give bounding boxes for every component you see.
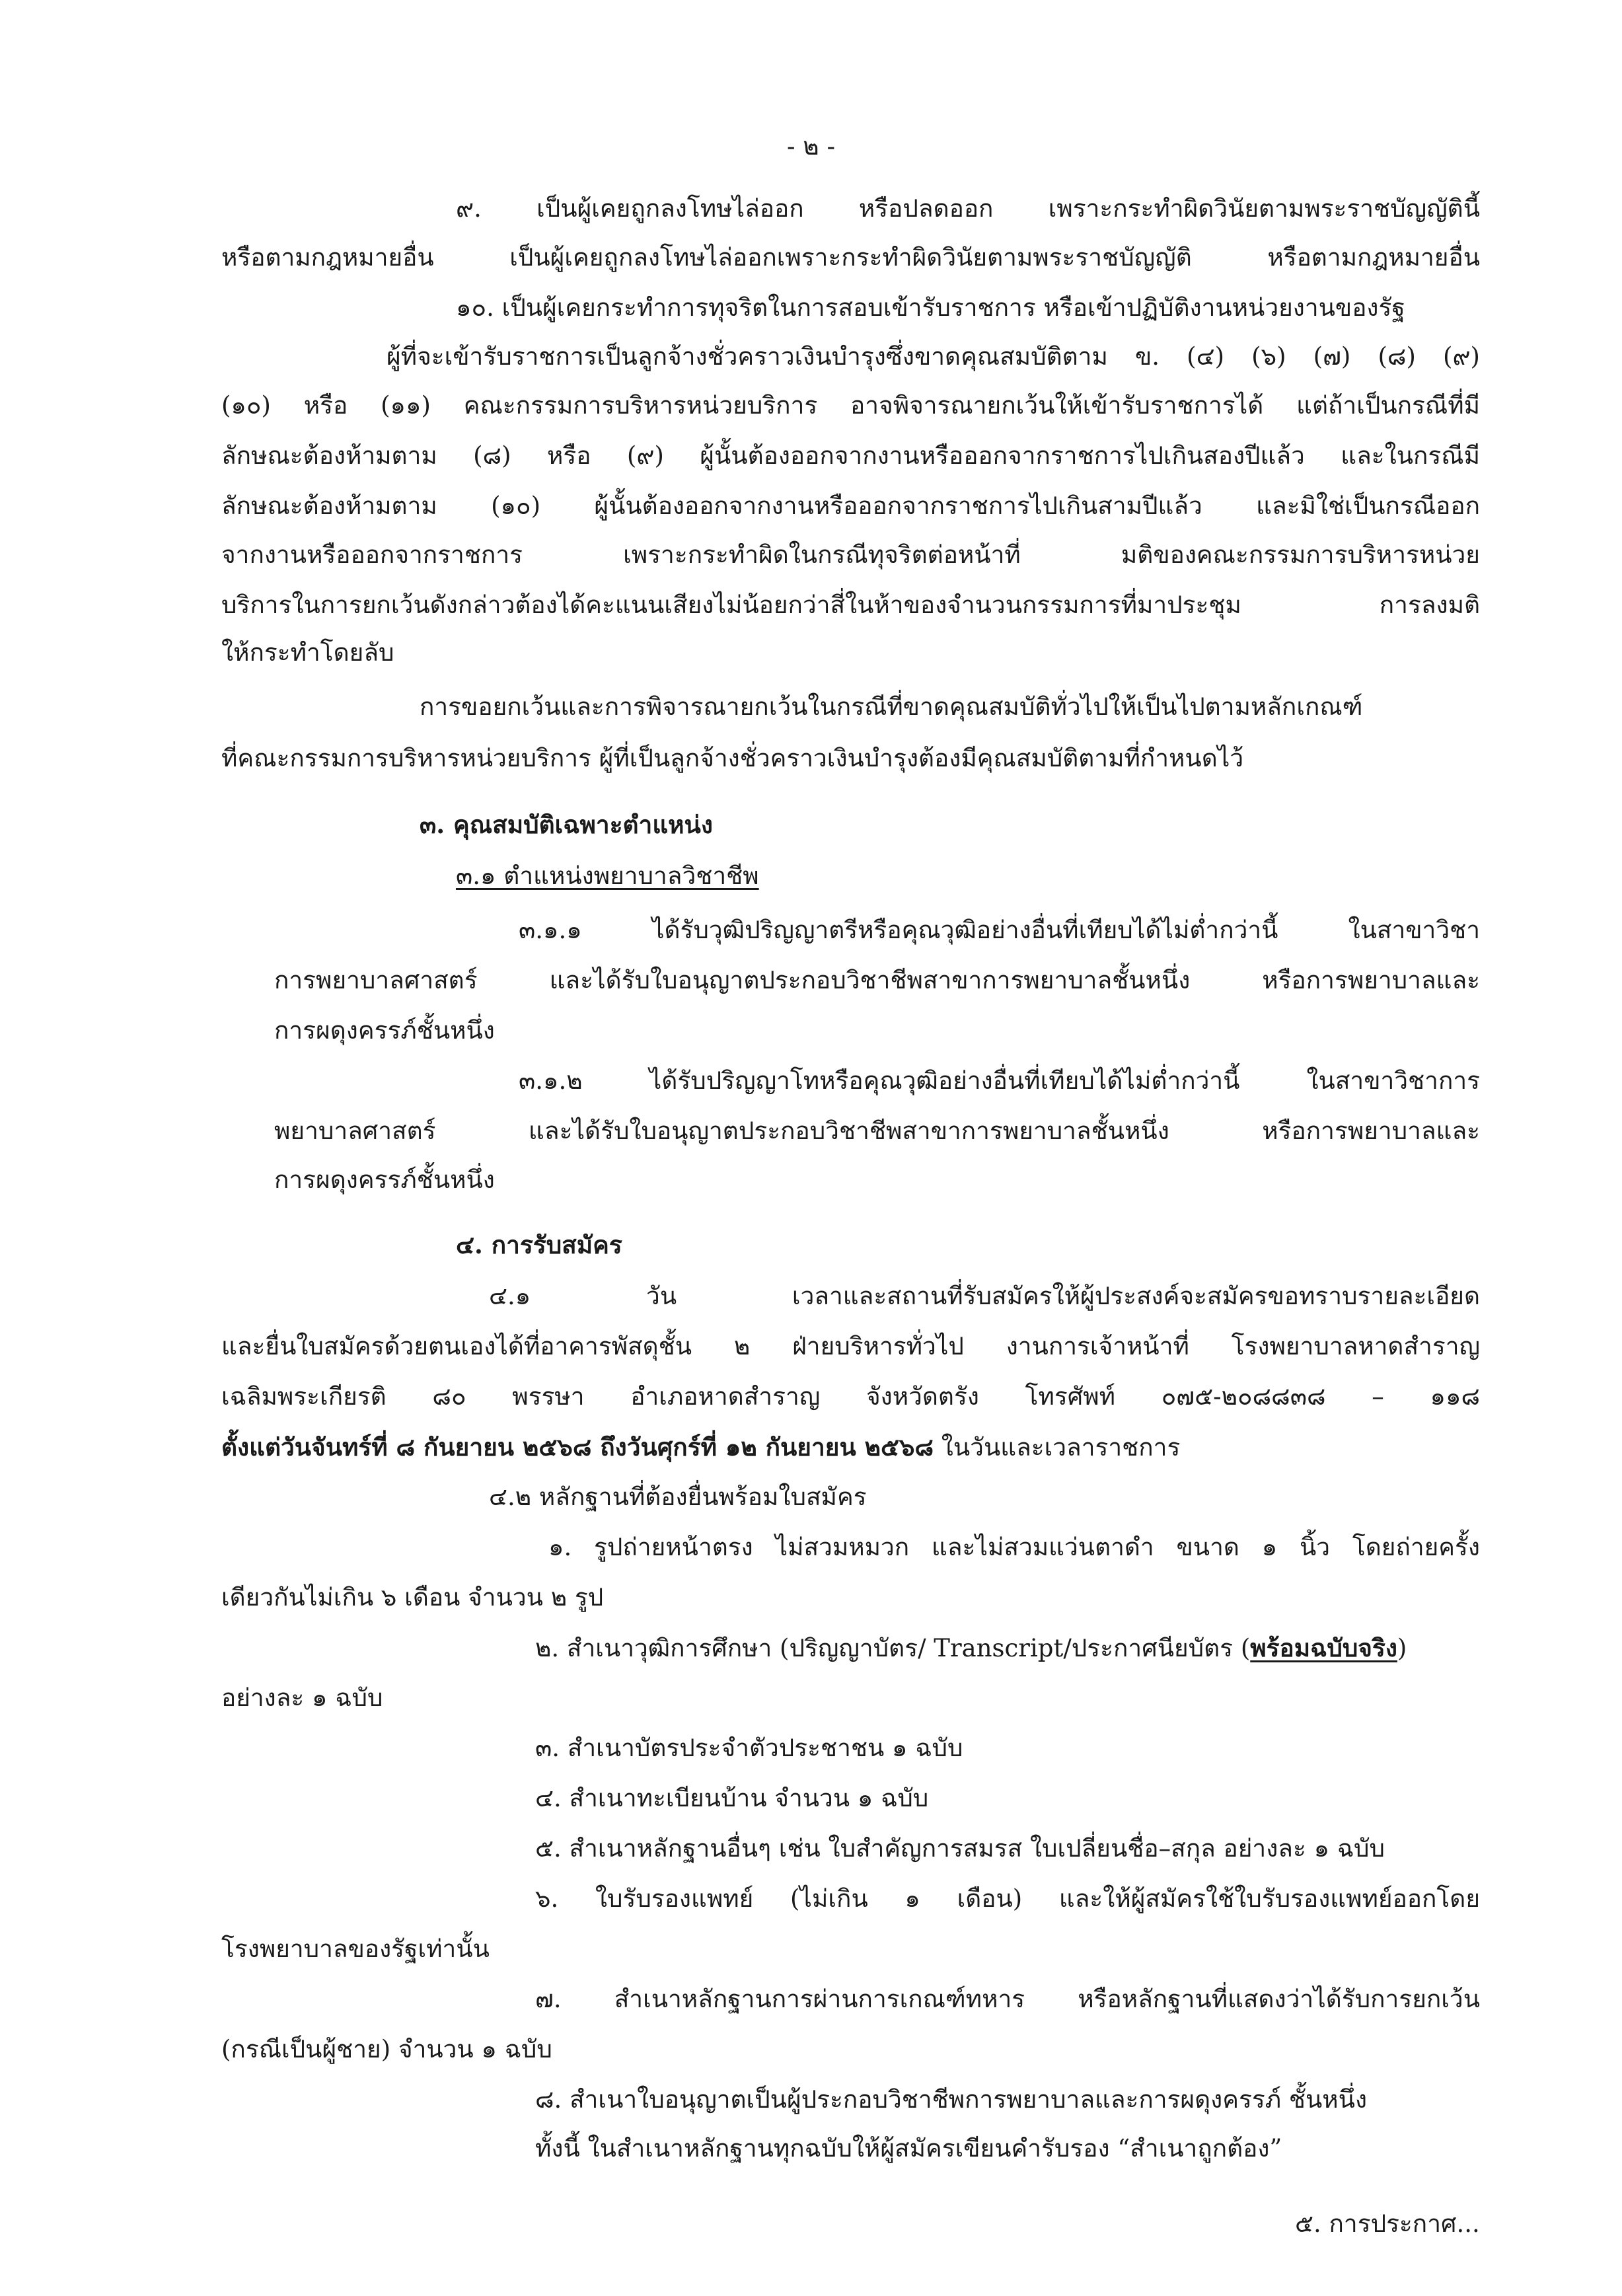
document-item-2-line-2: อย่างละ ๑ ฉบับ [221,1684,383,1712]
qualification-3-1-2-line-2: พยาบาลศาสตร์ และได้รับใบอนุญาตประกอบวิชาชีพสาขาการพยาบาลชั้นหนึ่ง หรือการพยาบาลและ [274,1117,1480,1145]
qualification-3-1-2-line-1: ๓.๑.๒ ได้รับปริญญาโทหรือคุณวุฒิอย่างอื่นที่เทียบได้ไม่ต่ำกว่านี้ ในสาขาวิชาการ [519,1066,1480,1095]
document-item-2-close: ) [1397,1634,1407,1662]
application-4-1-line-2: และยื่นใบสมัครด้วยตนเองได้ที่อาคารพัสดุชั้น ๒ ฝ่ายบริหารทั่วไป งานการเจ้าหน้าที่ โรงพยาบาลหาดสำราญ [221,1332,1480,1360]
exception-paragraph-line-7: ให้กระทำโดยลับ [221,638,394,667]
exception-paragraph-line-1: ผู้ที่จะเข้ารับราชการเป็นลูกจ้างชั่วคราวเงินบำรุงซึ่งขาดคุณสมบัติตาม ข. (๔) (๖) (๗) (๘) (๙) [387,342,1480,371]
document-item-4: ๔. สำเนาทะเบียนบ้าน จำนวน ๑ ฉบับ [535,1784,929,1812]
document-item-5: ๕. สำเนาหลักฐานอื่นๆ เช่น ใบสำคัญการสมรส ใบเปลี่ยนชื่อ–สกุล อย่างละ ๑ ฉบับ [535,1834,1385,1863]
qualification-item-10: ๑๐. เป็นผู้เคยกระทำการทุจริตในการสอบเข้ารับราชการ หรือเข้าปฏิบัติงานหน่วยงานของรัฐ [456,293,1405,322]
exception-paragraph-line-3: ลักษณะต้องห้ามตาม (๘) หรือ (๙) ผู้นั้นต้องออกจากงานหรือออกจากราชการไปเกินสองปีแล้ว และในกรณีมี [221,441,1480,470]
qualification-3-1-2-line-3: การผดุงครรภ์ชั้นหนึ่ง [274,1166,495,1194]
document-item-7-line-2: (กรณีเป็นผู้ชาย) จำนวน ๑ ฉบับ [221,2035,552,2063]
section-3-1-heading: ๓.๑ ตำแหน่งพยาบาลวิชาชีพ [456,862,759,890]
document-item-1-line-1: ๑. รูปถ่ายหน้าตรง ไม่สวมหมวก และไม่สวมแว่นตาดำ ขนาด ๑ นิ้ว โดยถ่ายครั้ง [548,1533,1480,1561]
qualification-3-1-1-line-2: การพยาบาลศาสตร์ และได้รับใบอนุญาตประกอบวิชาชีพสาขาการพยาบาลชั้นหนึ่ง หรือการพยาบาลและ [274,966,1480,994]
exception-paragraph-line-4: ลักษณะต้องห้ามตาม (๑๐) ผู้นั้นต้องออกจากงานหรือออกจากราชการไปเกินสามปีแล้ว และมิใช่เป็นกรณีออก [221,492,1480,520]
exception-paragraph-line-6: บริการในการยกเว้นดังกล่าวต้องได้คะแนนเสียงไม่น้อยกว่าสี่ในห้าของจำนวนกรรมการที่มาประชุม การลงมติ [221,591,1480,619]
qualification-item-9-line-1: ๙. เป็นผู้เคยถูกลงโทษไล่ออก หรือปลดออก เพราะกระทำผิดวินัยตามพระราชบัญญัตินี้ [456,194,1480,223]
qualification-item-9-line-2: หรือตามกฎหมายอื่น เป็นผู้เคยถูกลงโทษไล่ออกเพราะกระทำผิดวินัยตามพระราชบัญญัติ หรือตามกฎหมายอื่น [221,243,1480,272]
continuation-footer: ๕. การประกาศ... [1295,2209,1480,2238]
section-4-heading: ๔. การรับสมัคร [456,1230,622,1259]
section-3-heading: ๓. คุณสมบัติเฉพาะตำแหน่ง [420,810,713,839]
page-number: - ๒ - [787,132,835,161]
application-4-1-line-4 [221,1430,1180,1465]
exception-request-line-2: ที่คณะกรรมการบริหารหน่วยบริการ ผู้ที่เป็นลูกจ้างชั่วคราวเงินบำรุงต้องมีคุณสมบัติตามที่กำหนดไว้ [221,744,1244,772]
document-item-2-text: ๒. สำเนาวุฒิการศึกษา (ปริญญาบัตร/ Transcript/ประกาศนียบัตร ( [535,1634,1251,1662]
documents-4-2-heading: ๔.๒ หลักฐานที่ต้องยื่นพร้อมใบสมัคร [489,1483,867,1511]
exception-request-line-1: การขอยกเว้นและการพิจารณายกเว้นในกรณีที่ขาดคุณสมบัติทั่วไปให้เป็นไปตามหลักเกณฑ์ [420,692,1363,721]
document-item-7-line-1: ๗. สำเนาหลักฐานการผ่านการเกณฑ์ทหาร หรือหลักฐานที่แสดงว่าได้รับการยกเว้น [535,1985,1480,2013]
document-item-2-line-1 [535,1631,1407,1666]
document-item-6-line-2: โรงพยาบาลของรัฐเท่านั้น [221,1935,490,1963]
certification-note: ทั้งนี้ ในสำเนาหลักฐานทุกฉบับให้ผู้สมัครเขียนคำรับรอง “สำเนาถูกต้อง” [535,2134,1282,2163]
qualification-3-1-1-line-1: ๓.๑.๑ ได้รับวุฒิปริญญาตรีหรือคุณวุฒิอย่างอื่นที่เทียบได้ไม่ต่ำกว่านี้ ในสาขาวิชา [519,916,1480,944]
exception-paragraph-line-2: (๑๐) หรือ (๑๑) คณะกรรมการบริหารหน่วยบริการ อาจพิจารณายกเว้นให้เข้ารับราชการได้ แต่ถ้าเป็นกรณีที่มี [221,391,1480,420]
exception-paragraph-line-5: จากงานหรือออกจากราชการ เพราะกระทำผิดในกรณีทุจริตต่อหน้าที่ มติของคณะกรรมการบริหารหน่วย [221,540,1480,569]
document-item-3: ๓. สำเนาบัตรประจำตัวประชาชน ๑ ฉบับ [535,1734,963,1762]
document-item-2-original-note: พร้อมฉบับจริง [1250,1633,1397,1662]
application-4-1-line-1: ๔.๑ วัน เวลาและสถานที่รับสมัครให้ผู้ประสงค์จะสมัครขอทราบรายละเอียด [489,1282,1480,1310]
application-hours: ในวันและเวลาราชการ [934,1433,1181,1462]
document-item-8: ๘. สำเนาใบอนุญาตเป็นผู้ประกอบวิชาชีพการพยาบาลและการผดุงครรภ์ ชั้นหนึ่ง [535,2085,1368,2114]
document-item-1-line-2: เดียวกันไม่เกิน ๖ เดือน จำนวน ๒ รูป [221,1583,604,1611]
document-item-6-line-1: ๖. ใบรับรองแพทย์ (ไม่เกิน ๑ เดือน) และให้ผู้สมัครใช้ใบรับรองแพทย์ออกโดย [535,1884,1480,1913]
application-4-1-line-3: เฉลิมพระเกียรติ ๘๐ พรรษา อำเภอหาดสำราญ จังหวัดตรัง โทรศัพท์ ๐๗๕-๒๐๘๘๓๘ – ๑๑๘ [221,1382,1480,1411]
qualification-3-1-1-line-3: การผดุงครรภ์ชั้นหนึ่ง [274,1016,495,1045]
application-period: ตั้งแต่วันจันทร์ที่ ๘ กันยายน ๒๕๖๘ ถึงวันศุกร์ที่ ๑๒ กันยายน ๒๕๖๘ [221,1432,934,1462]
